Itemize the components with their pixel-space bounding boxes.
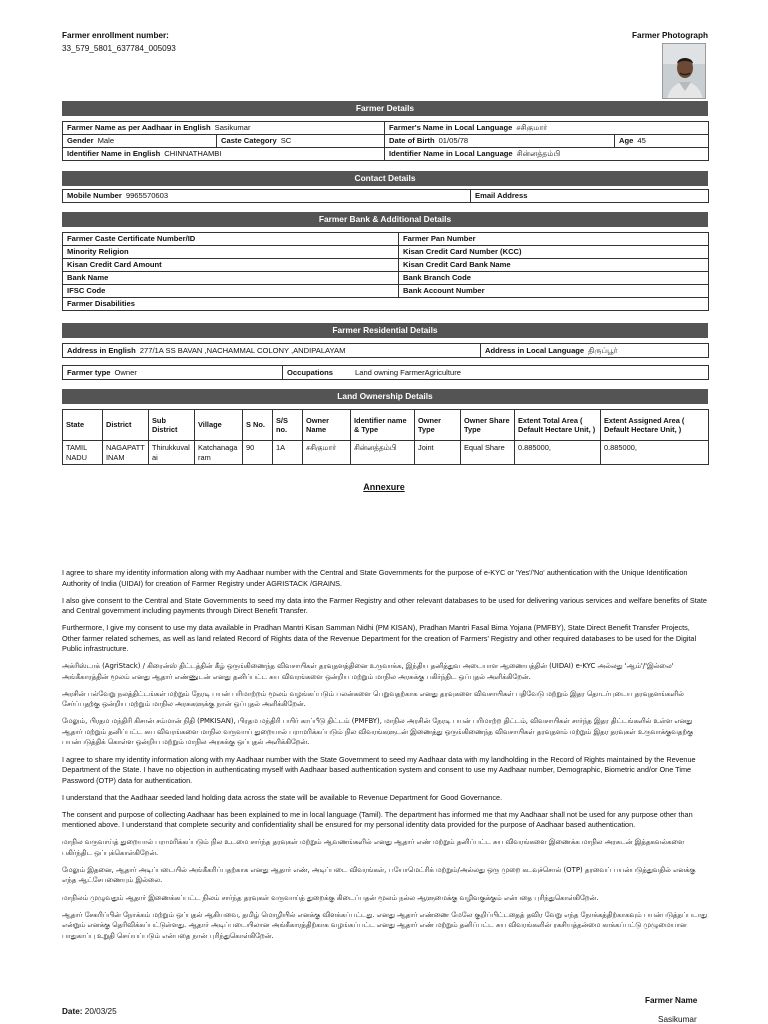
land-district: NAGAPATTINAM (103, 441, 149, 465)
ifsc-code-label: IFSC Code (67, 286, 106, 295)
caste-certificate-label: Farmer Caste Certificate Number/ID (67, 234, 196, 243)
annexure-paragraph: Furthermore, I give my consent to use my data available in Pradhan Mantri Kisan Samman Nidhi (PM KISAN), Pradhan Mantri Fasal Bima Yojana (PMFBY), State Direct Benefit Transfer Projects, Other farmer related schemes, as well as land related Record of Rights data of the Revenue Department for the creation of Farmers' Registry and other required databases to be used for the Digital Public infrastructure. (62, 623, 697, 654)
address-english-value: 277/1A SS BAVAN ,NACHAMMAL COLONY ,ANDIPALAYAM (139, 345, 346, 355)
residential-address-table (62, 343, 709, 358)
annexure-paragraph: I understand that the Aadhaar seeded land holding data across the state will be available to Revenue Department for Good Governance. (62, 792, 503, 802)
annexure-paragraph: I agree to share my identity information along with my Aadhaar number with the State Government to seed my Aadhaar data with my landholding in the Record of Rights maintained by the Revenue Department of the State. I have no objection in authenticating myself with Aadhaar based authentication system and consent to use my Aadhaar number, Demographic, Biometric and/or One Time Password (OTP) data for authentication. (62, 754, 696, 785)
farmer-disabilities-label: Farmer Disabilities (67, 299, 135, 308)
address-english-label: Address in English (67, 345, 136, 355)
annexure-title: Annexure (363, 482, 405, 492)
farmer-details-header: Farmer Details (62, 101, 708, 116)
land-header-cell: Identifier name & Type (351, 410, 415, 441)
land-owner-name: சசிகுமார் (303, 441, 351, 465)
land-header-row (63, 410, 709, 441)
email-address-label: Email Address (475, 191, 528, 200)
bank-name-label: Bank Name (67, 273, 109, 282)
contact-details-table (62, 189, 709, 203)
land-survey-number: 90 (243, 441, 273, 465)
table-row (63, 441, 709, 465)
land-header-cell: Village (195, 410, 243, 441)
land-state: TAMIL NADU (63, 441, 103, 465)
contact-details-header: Contact Details (62, 171, 708, 186)
address-local-value: திருப்பூர் (588, 345, 618, 355)
residential-details-header: Farmer Residential Details (62, 323, 708, 338)
mobile-number-value: 9965570603 (125, 191, 169, 200)
annexure-paragraph: ஆதார் சேகரிப்பின் நோக்கம் மற்றும் ஒப்புதல் ஆகியவை, தமிழ் மொழியில் எனக்கு விளக்கப்பட்டது. எனது ஆதார் எண்ணை மேலே குறிப்பிட்டதைத் தவிர வேறு எந்த நோக்கத்திற்காகவும் பயன்படுத்தப்படாது என்றும் எனக்கு தெரிவிக்கப்பட்டுள்ளது. ஆதார் அடிப்படையிலான அங்கீகாரத்திற்காக வழங்கப்பட்ட எனது ஆதார் எண் மற்றும் தனிப்பட்ட சுய விவரங்களின் ரகசியத்தன்மை காக்கப்பட்டு முழுமையான பாதுகாப்பு உறுதி செய்யப்படும் என்பதை நான் புரிந்துகொள்கிறேன். (62, 910, 708, 940)
land-extent-total: 0.885000, (515, 441, 601, 465)
land-header-cell: S/S no. (273, 410, 303, 441)
caste-category-value: SC (280, 136, 292, 145)
land-header-cell: District (103, 410, 149, 441)
farmer-type-label: Farmer type (67, 367, 111, 377)
farmer-type-table (62, 365, 709, 380)
land-ownership-table (62, 409, 709, 465)
annexure-paragraph: மாநிலம் முழுவதும் ஆதார் இணைக்கப்பட்ட நிலம் சார்ந்த தரவுகள் வருவாய்த் துறைக்கு கிடைப்பதன் மூலம் நல்ல ஆளுமைக்கு வழிவகுக்கும் என்பதை புரிந்துகொள்கிறேன். (62, 893, 599, 902)
land-sub-survey-number: 1A (273, 441, 303, 465)
annexure-paragraph: மேலும் இதனை, ஆதார் அடிப்படையில் அங்கீகரிப்பதற்காக எனது ஆதார் எண், அடிப்படை விவரங்கள், பயோமெட்ரிக் மற்றும்/அல்லது ஒரு முறை கடவுச்சொல் (OTP) தரவைப் பயன்படுத்துவதில் எனக்கு எந்த ஆட்சேபணையும் இல்லை. (62, 865, 696, 885)
mobile-number-label: Mobile Number (67, 191, 122, 200)
identifier-local-label: Identifier Name in Local Language (389, 149, 513, 158)
date-value: 20/03/25 (84, 1007, 117, 1016)
bank-account-number-label: Bank Account Number (403, 286, 485, 295)
identifier-name-value: CHINNATHAMBI (164, 149, 222, 158)
annexure-paragraph: மேலும், பிரதம மந்திரி கிசான் சம்மான் நிதி (PMKISAN), பிரதம மந்திரி பயிர் காப்பீடு திட்டம் (PMFBY), மாநில அரசின் நேரடி பயன் பரிமாற்ற திட்டம், விவசாயிகள் சார்ந்த இதர திட்டங்களில் உள்ள எனது ஆதார் மற்றும் தனிப்பட்ட சுய விவரங்களை மாநில வருவாய் துறையால் பராமரிக்கப்படும் நில விவரங்களுடன் இணைத்து ஒருங்கிணைந்த விவசாயிகள் தரவுதளம் மற்றும் இதர தரவுகள் உருவாக்குவதற்கு பயன்படுத்திக் கொள்ள ஒன்றிய மற்றும் மாநில அரசுக்கு ஒப்புதல் அளிக்கிறேன். (62, 717, 694, 747)
dob-label: Date of Birth (389, 136, 435, 145)
address-local-label: Address in Local Language (485, 345, 585, 355)
kcc-bank-name-label: Kisan Credit Card Bank Name (403, 260, 511, 269)
gender-value: Male (97, 136, 115, 145)
annexure-paragraph: I agree to share my identity information along with my Aadhaar number with the Central and State Governments for the purpose of e-KYC or 'Yes'/'No' authentication with the Unique Identification Authority of India (UIDAI) for creation of Farmer Registry under AGRISTACK /GRAINS. (62, 568, 688, 588)
annexure-paragraph: அரசின் பல்வேறு நலத்திட்டங்கள் மற்றும் நேரடி பயன் பரிமாற்றம் மூலம் வழங்கப்படும் பலன்களை பெறுவதற்காக எனது தரவுகளை விவசாயிகள் பதிவேடு மற்றும் இதர தொடர்புடைய தரவுதளங்களில் சேர்ப்பதற்கு ஒன்றிய மற்றும் மாநில அரசுகளுக்கு நான் ஒப்புதல் அளிக்கிறேன். (62, 689, 684, 709)
identifier-local-value: சின்னத்தம்பி (516, 149, 561, 158)
gender-label: Gender (67, 136, 94, 145)
caste-category-label: Caste Category (221, 136, 277, 145)
annexure-paragraph: The consent and purpose of collecting Aadhaar has been explained to me in local language (Tamil). The department has informed me that my Aadhaar shall not be used for any purpose other than mentioned above. I understand that complete security and confidentiality shall be ensured for my personal identity data provided for the purpose of Aadhaar based authentication. (62, 809, 693, 830)
name-local-value: சசிகுமார் (516, 123, 548, 132)
date-line (62, 1007, 117, 1016)
land-header-cell: Owner Name (303, 410, 351, 441)
name-local-label: Farmer's Name in Local Language (389, 123, 513, 132)
farmer-photo (662, 43, 706, 99)
annexure-body (62, 568, 708, 948)
land-header-cell: State (63, 410, 103, 441)
land-header-cell: S No. (243, 410, 273, 441)
farmer-photo-image (663, 44, 706, 99)
dob-value: 01/05/78 (438, 136, 469, 145)
age-value: 45 (637, 136, 646, 145)
land-header-cell: Sub District (149, 410, 195, 441)
pan-number-label: Farmer Pan Number (403, 234, 476, 243)
land-owner-share-type: Equal Share (461, 441, 515, 465)
kcc-amount-label: Kisan Credit Card Amount (67, 260, 162, 269)
land-header-cell: Owner Type (415, 410, 461, 441)
identifier-name-label: Identifier Name in English (67, 149, 161, 158)
annexure-paragraph: அக்ரிஸ்டாக் (AgriStack) / கிரைன்ஸ் திட்டத்தின் கீழ் ஒருங்கிணைந்த விவசாயிகள் தரவுதளத்தினை உருவாக்க, இந்திய தனித்துவ அடையாள ஆணையத்தின் (UIDAI) e-KYC அல்லது 'ஆம்'/'இல்லை' அங்கீகாரத்தின் மூலம் எனது ஆதார் எண்ணுடன் எனது தனிப்பட்ட சுய விவரங்களை ஒன்றிய மற்றும் மாநில அரசுக்கு பகிர்ந்திட ஒப்புதல் அளிக்கிறேன். (62, 662, 674, 681)
annexure-paragraph: மாநில வருவாய்த் துறையால் பராமரிக்கப்படும் நில உடமை சார்ந்த தரவுகள் மற்றும் ஆவணங்களில் எனது ஆதார் எண் மற்றும் தனிப்பட்ட சுய விவரங்களை இணைக்க மாநில அரசுடன் இத்தகவல்களை பகிர்ந்திட ஒப்புக்கொள்கிறேன். (62, 838, 685, 857)
farmer-type-value: Owner (114, 367, 137, 377)
occupations-value: Land owning FarmerAgriculture (355, 367, 461, 377)
land-owner-type: Joint (415, 441, 461, 465)
land-header-cell: Owner Share Type (461, 410, 515, 441)
enrollment-number-value: 33_579_5801_637784_005093 (62, 44, 176, 53)
occupations-label: Occupations (287, 367, 333, 377)
date-label: Date: (62, 1007, 83, 1016)
land-identifier-name: சின்னத்தம்பி (351, 441, 415, 465)
land-village: Katchanagaram (195, 441, 243, 465)
name-aadhaar-value: Sasikumar (214, 123, 251, 132)
land-header-cell: Extent Assigned Area ( Default Hectare Unit, ) (601, 410, 709, 441)
annexure-paragraph: I also give consent to the Central and State Governments to seed my data into the Farmer Registry and other relevant databases to be used for delivering various services and welfare benefits of State and Central government including payments through Direct Benefit Transfer. (62, 595, 707, 616)
land-extent-assigned: 0.885000, (601, 441, 709, 465)
bank-branch-code-label: Bank Branch Code (403, 273, 471, 282)
bank-details-table (62, 232, 709, 311)
farmer-photograph-label: Farmer Photograph (632, 31, 708, 40)
header (62, 31, 708, 101)
minority-religion-label: Minority Religion (67, 247, 129, 256)
land-sub-district: Thirukkuvalai (149, 441, 195, 465)
farmer-name-label: Farmer Name (645, 996, 698, 1005)
age-label: Age (619, 136, 634, 145)
name-aadhaar-label: Farmer Name as per Aadhaar in English (67, 123, 211, 132)
land-header-cell: Extent Total Area ( Default Hectare Unit, ) (515, 410, 601, 441)
kcc-number-label: Kisan Credit Card Number (KCC) (403, 247, 522, 256)
bank-details-header: Farmer Bank & Additional Details (62, 212, 708, 227)
farmer-name-value: Sasikumar (658, 1015, 697, 1024)
farmer-details-table (62, 121, 709, 161)
land-ownership-header: Land Ownership Details (62, 389, 708, 404)
enrollment-number-label: Farmer enrollment number: (62, 31, 169, 40)
